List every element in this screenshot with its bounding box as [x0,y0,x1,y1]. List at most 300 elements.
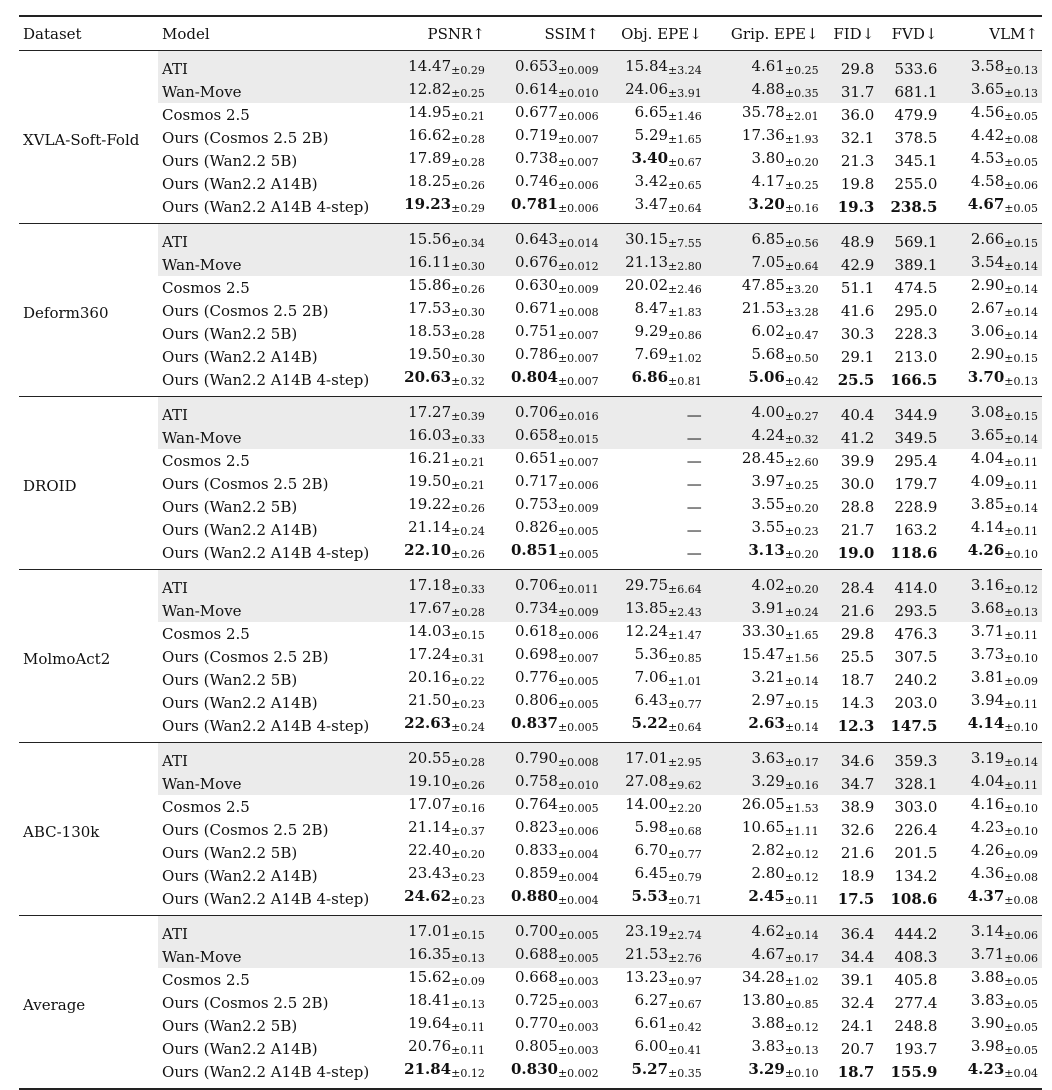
cell-value: 344.9 [894,405,938,424]
cell-std: ±0.007 [557,156,599,169]
cell-fid [823,841,879,864]
cell-value: — [686,543,702,562]
cell-value: 4.00 [751,403,785,421]
model-name: Ours (Wan2.2 A14B 4-step) [162,889,370,908]
cell-fid [823,195,879,224]
cell-std: ±0.34 [451,237,485,250]
cell-std: ±0.09 [451,975,485,988]
cell-value: 3.29 [748,1060,785,1078]
cell-std: ±0.005 [557,675,599,688]
cell-std: ±0.12 [1004,583,1038,596]
cell-grip-epe [706,518,823,541]
cell-value: 5.22 [631,714,669,732]
cell-grip-epe [706,795,823,818]
cell-std: ±0.15 [1004,352,1038,365]
cell-fvd [878,795,941,818]
cell-std: ±0.28 [451,606,485,619]
cell-std: ±0.24 [784,606,819,619]
cell-vlm [941,224,1042,254]
cell-value: 15.62 [408,968,452,986]
cell-value: 0.776 [515,668,558,686]
cell-value: 6.61 [634,1014,669,1032]
cell-std: ±0.003 [557,1044,599,1057]
cell-value: 328.1 [894,774,938,793]
cell-vlm [941,426,1042,449]
cell-value: 17.01 [625,749,669,767]
cell-obj-epe [603,841,706,864]
cell-ssim [489,345,603,368]
cell-ssim [489,841,603,864]
model-name: Ours (Wan2.2 A14B) [162,1039,318,1058]
cell-value: 16.03 [408,426,452,444]
cell-grip-epe [706,195,823,224]
cell-fvd [878,172,941,195]
cell-fid [823,299,879,322]
cell-value: 7.69 [634,345,669,363]
cell-psnr [396,253,489,276]
model-name: Ours (Wan2.2 A14B) [162,693,318,712]
cell-value: 29.75 [625,576,669,594]
cell-value: 13.23 [625,968,669,986]
cell-psnr [396,945,489,968]
cell-std: ±0.004 [557,848,599,861]
cell-value: 248.8 [894,1016,938,1035]
cell-obj-epe [603,195,706,224]
cell-psnr [396,397,489,427]
cell-std: ±0.77 [668,848,702,861]
cell-std: ±2.80 [668,260,702,273]
header-row [19,16,1042,51]
cell-std: ±3.91 [668,87,702,100]
cell-ssim [489,645,603,668]
cell-std: ±0.21 [451,456,485,469]
cell-value: 3.80 [751,149,785,167]
cell-value: 0.770 [515,1014,558,1032]
cell-value: 32.6 [840,820,875,839]
cell-value: 118.6 [890,543,938,562]
table-row [19,426,1042,449]
cell-psnr [396,991,489,1014]
cell-std: ±0.35 [668,1067,702,1080]
table-row [19,126,1042,149]
cell-std: ±0.28 [451,756,485,769]
cell-std: ±0.009 [557,502,599,515]
cell-value: — [686,520,702,539]
cell-value: 226.4 [894,820,938,839]
cell-psnr [396,599,489,622]
cell-obj-epe [603,149,706,172]
cell-grip-epe [706,103,823,126]
cell-value: 19.64 [408,1014,452,1032]
cell-fid [823,622,879,645]
cell-std: ±0.15 [451,929,485,942]
cell-obj-epe [603,426,706,449]
cell-value: 3.65 [970,80,1005,98]
cell-fid [823,968,879,991]
cell-ssim [489,1060,603,1089]
cell-value: 378.5 [894,128,938,147]
cell-ssim [489,916,603,946]
cell-value: 155.9 [890,1062,938,1081]
cell-value: 40.4 [840,405,875,424]
cell-vlm [941,368,1042,397]
cell-value: 51.1 [840,278,875,297]
cell-value: 19.3 [837,197,875,216]
cell-psnr [396,126,489,149]
cell-std: ±0.14 [784,675,819,688]
cell-std: ±0.08 [1004,871,1038,884]
cell-std: ±2.95 [668,756,702,769]
cell-value: 4.04 [970,772,1005,790]
table-row [19,1037,1042,1060]
cell-value: 3.83 [751,1037,785,1055]
cell-psnr [396,841,489,864]
cell-obj-epe [603,449,706,472]
dataset-label: DROID [23,477,77,495]
cell-value: 28.45 [741,449,785,467]
cell-std: ±0.17 [784,756,819,769]
cell-std: ±0.20 [784,502,819,515]
cell-value: 228.3 [894,324,938,343]
cell-std: ±2.43 [668,606,702,619]
header-fid: FID↓ [833,24,875,43]
cell-value: 0.826 [515,518,558,536]
cell-std: ±0.42 [784,375,819,388]
cell-std: ±0.30 [451,260,485,273]
cell-value: 17.5 [837,889,875,908]
cell-value: 6.70 [634,841,669,859]
cell-value: 3.63 [751,749,785,767]
model-name: Cosmos 2.5 [162,624,250,643]
cell-std: ±0.24 [451,721,485,734]
cell-obj-epe [603,645,706,668]
cell-std: ±0.21 [451,110,485,123]
cell-obj-epe [603,945,706,968]
cell-value: 179.7 [894,474,938,493]
cell-obj-epe [603,887,706,916]
cell-value: 108.6 [890,889,938,908]
cell-value: 3.70 [967,368,1005,386]
cell-std: ±0.15 [451,629,485,642]
cell-vlm [941,1037,1042,1060]
table-row [19,172,1042,195]
cell-grip-epe [706,916,823,946]
cell-std: ±0.22 [451,675,485,688]
cell-std: ±2.20 [668,802,702,815]
cell-obj-epe [603,397,706,427]
cell-value: 681.1 [894,82,938,101]
table-row [19,472,1042,495]
cell-value: 201.5 [894,843,938,862]
cell-value: 14.95 [408,103,452,121]
cell-value: 0.618 [515,622,558,640]
model-name: ATI [158,570,396,600]
cell-std: ±0.65 [668,179,702,192]
cell-value: 228.9 [894,497,938,516]
cell-value: 3.55 [751,495,785,513]
cell-value: 0.671 [515,299,558,317]
cell-ssim [489,172,603,195]
table-row [19,645,1042,668]
cell-vlm [941,743,1042,773]
cell-value: 5.27 [631,1060,669,1078]
cell-vlm [941,472,1042,495]
cell-std: ±0.007 [557,352,599,365]
cell-std: ±0.14 [784,929,819,942]
cell-psnr [396,299,489,322]
cell-std: ±0.10 [1004,652,1038,665]
cell-value: 17.07 [408,795,452,813]
cell-value: 30.3 [840,324,875,343]
cell-std: ±0.20 [784,548,819,561]
cell-obj-epe [603,80,706,103]
table-row [19,841,1042,864]
cell-grip-epe [706,80,823,103]
cell-value: 21.6 [840,843,875,862]
cell-fvd [878,195,941,224]
cell-obj-epe [603,368,706,397]
cell-value: 16.21 [408,449,452,467]
cell-value: 21.13 [625,253,669,271]
cell-std: ±0.41 [668,1044,702,1057]
cell-vlm [941,599,1042,622]
cell-std: ±0.005 [557,548,599,561]
cell-value: 36.4 [840,924,875,943]
table-row [19,103,1042,126]
cell-obj-epe [603,345,706,368]
cell-fid [823,345,879,368]
model-name: Cosmos 2.5 [162,797,250,816]
cell-value: 0.738 [515,149,558,167]
cell-fid [823,772,879,795]
cell-obj-epe [603,570,706,600]
cell-std: ±0.11 [451,1021,485,1034]
cell-value: 16.62 [408,126,452,144]
table-row [19,668,1042,691]
cell-value: 30.15 [625,230,669,248]
cell-std: ±0.68 [668,825,702,838]
cell-fvd [878,1014,941,1037]
cell-fvd [878,103,941,126]
cell-std: ±1.65 [668,133,702,146]
cell-fid [823,691,879,714]
cell-value: 39.9 [840,451,875,470]
cell-fvd [878,743,941,773]
cell-value: 18.53 [408,322,452,340]
cell-std: ±0.09 [1004,675,1038,688]
cell-value: 0.734 [515,599,558,617]
cell-value: 12.24 [625,622,669,640]
cell-std: ±0.007 [557,133,599,146]
cell-value: 14.47 [408,57,452,75]
cell-std: ±0.04 [1004,1067,1038,1080]
cell-grip-epe [706,668,823,691]
cell-std: ±3.28 [784,306,819,319]
cell-value: 38.9 [840,797,875,816]
cell-ssim [489,991,603,1014]
cell-value: 20.55 [408,749,452,767]
cell-std: ±0.85 [668,652,702,665]
cell-value: 19.8 [840,174,875,193]
cell-fvd [878,368,941,397]
cell-value: 3.71 [970,622,1005,640]
cell-std: ±0.39 [451,410,485,423]
cell-ssim [489,772,603,795]
cell-psnr [396,570,489,600]
cell-value: 18.7 [837,1062,875,1081]
cell-grip-epe [706,645,823,668]
cell-fvd [878,495,941,518]
model-name: Wan-Move [158,426,396,449]
cell-obj-epe [603,772,706,795]
cell-value: 21.14 [408,818,452,836]
cell-vlm [941,887,1042,916]
cell-fid [823,916,879,946]
table-row [19,224,1042,254]
model-name: Wan-Move [158,80,396,103]
cell-value: 0.859 [515,864,558,882]
table-row [19,622,1042,645]
cell-grip-epe [706,172,823,195]
cell-value: 6.27 [634,991,669,1009]
cell-std: ±0.14 [784,721,819,734]
cell-obj-epe [603,103,706,126]
cell-vlm [941,80,1042,103]
cell-psnr [396,1060,489,1089]
cell-psnr [396,622,489,645]
cell-value: 23.19 [625,922,669,940]
cell-value: 29.8 [840,59,875,78]
cell-value: 533.6 [894,59,938,78]
cell-ssim [489,1014,603,1037]
cell-vlm [941,253,1042,276]
cell-ssim [489,253,603,276]
cell-std: ±0.012 [557,260,599,273]
cell-std: ±0.17 [784,952,819,965]
cell-grip-epe [706,841,823,864]
cell-obj-epe [603,968,706,991]
cell-psnr [396,1014,489,1037]
cell-value: 0.643 [515,230,558,248]
cell-value: 24.62 [404,887,452,905]
cell-value: 2.66 [970,230,1005,248]
dataset-label: Average [23,996,86,1014]
cell-ssim [489,126,603,149]
cell-value: 6.45 [634,864,669,882]
cell-fid [823,276,879,299]
cell-std: ±0.10 [1004,802,1038,815]
cell-value: 359.3 [894,751,938,770]
model-name: Ours (Wan2.2 5B) [162,1016,298,1035]
cell-std: ±0.14 [1004,502,1038,515]
cell-value: 2.97 [751,691,785,709]
cell-value: 3.16 [970,576,1005,594]
cell-value: 0.688 [515,945,558,963]
cell-fvd [878,80,941,103]
cell-value: 20.7 [840,1039,875,1058]
cell-psnr [396,795,489,818]
cell-std: ±0.64 [668,721,702,734]
cell-std: ±0.50 [784,352,819,365]
cell-std: ±0.011 [557,583,599,596]
cell-value: 0.823 [515,818,558,836]
cell-fvd [878,841,941,864]
cell-vlm [941,916,1042,946]
cell-ssim [489,691,603,714]
cell-std: ±0.006 [557,479,599,492]
cell-value: 3.81 [970,668,1005,686]
cell-std: ±0.31 [451,652,485,665]
cell-obj-epe [603,172,706,195]
cell-value: 3.54 [970,253,1005,271]
cell-value: 0.746 [515,172,558,190]
cell-std: ±3.24 [668,64,702,77]
table-row [19,570,1042,600]
cell-std: ±0.26 [451,779,485,792]
table-row [19,80,1042,103]
table-row [19,195,1042,224]
cell-value: 9.29 [634,322,669,340]
model-name: ATI [158,916,396,946]
cell-std: ±0.25 [451,87,485,100]
dataset-label: XVLA-Soft-Fold [23,131,140,149]
cell-value: 26.05 [741,795,785,813]
cell-vlm [941,1060,1042,1089]
cell-value: 21.14 [408,518,452,536]
cell-ssim [489,103,603,126]
model-name: Ours (Cosmos 2.5 2B) [162,820,329,839]
cell-value: 6.02 [751,322,785,340]
cell-fid [823,887,879,916]
cell-value: 3.98 [970,1037,1005,1055]
cell-std: ±0.008 [557,306,599,319]
cell-ssim [489,80,603,103]
cell-std: ±0.47 [784,329,819,342]
cell-std: ±0.11 [1004,629,1038,642]
cell-value: 17.24 [408,645,452,663]
cell-value: — [686,451,702,470]
cell-value: 41.6 [840,301,875,320]
cell-vlm [941,345,1042,368]
cell-obj-epe [603,224,706,254]
header-fvd: FVD↓ [891,24,938,43]
cell-value: 3.13 [748,541,785,559]
cell-grip-epe [706,991,823,1014]
cell-std: ±0.009 [557,283,599,296]
cell-std: ±0.14 [1004,329,1038,342]
cell-std: ±1.83 [668,306,702,319]
cell-value: 34.28 [741,968,785,986]
cell-std: ±0.005 [557,802,599,815]
cell-std: ±1.65 [784,629,819,642]
cell-value: 3.65 [970,426,1005,444]
cell-ssim [489,426,603,449]
cell-value: 4.58 [970,172,1005,190]
cell-fvd [878,714,941,743]
cell-ssim [489,714,603,743]
cell-vlm [941,622,1042,645]
cell-psnr [396,80,489,103]
cell-ssim [489,668,603,691]
cell-value: 14.3 [840,693,875,712]
cell-value: 414.0 [894,578,938,597]
cell-std: ±0.85 [784,998,819,1011]
table-row [19,541,1042,570]
cell-grip-epe [706,599,823,622]
cell-value: 17.18 [408,576,452,594]
cell-grip-epe [706,299,823,322]
cell-std: ±9.62 [668,779,702,792]
